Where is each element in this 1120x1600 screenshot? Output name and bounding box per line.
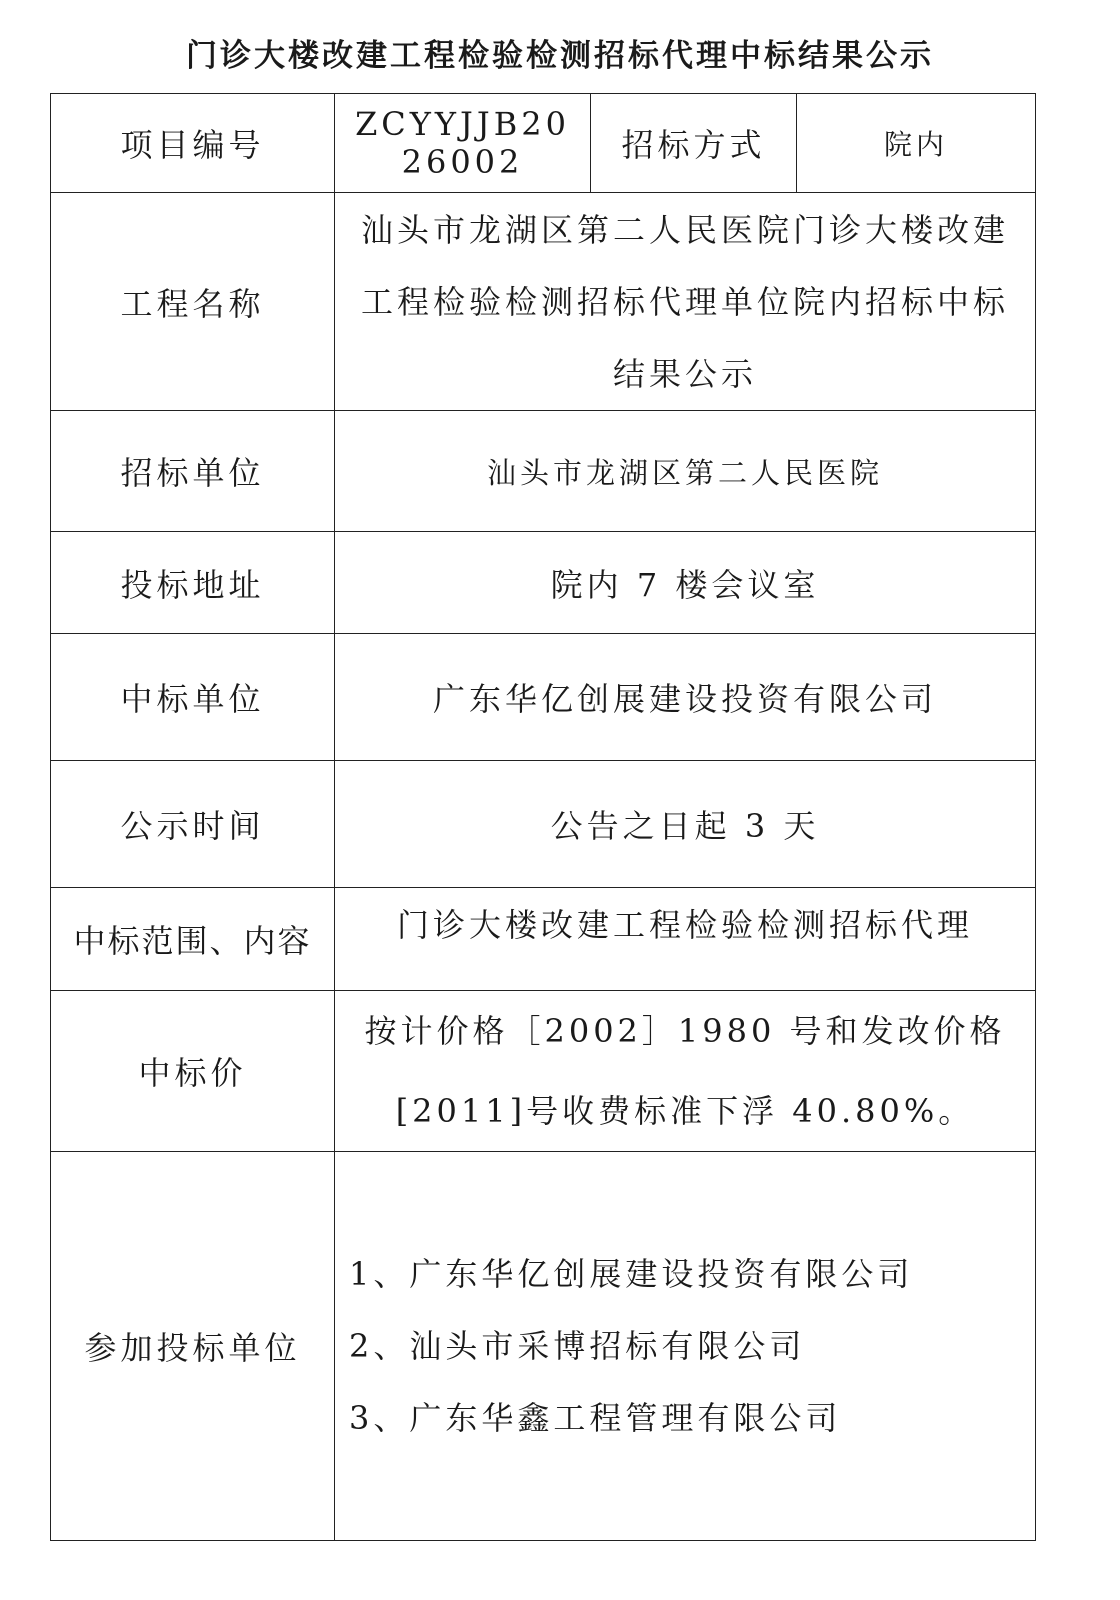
row-price xyxy=(51,991,1036,1152)
value-publicity-time: 公告之日起 3 天 xyxy=(335,761,1036,888)
row-project-name xyxy=(51,193,1036,411)
value-project-name: 汕头市龙湖区第二人民医院门诊大楼改建工程检验检测招标代理单位院内招标中标结果公示 xyxy=(335,193,1036,411)
value-tender-method: 院内 xyxy=(797,94,1036,193)
result-table xyxy=(50,93,1036,1541)
label-tender-unit: 招标单位 xyxy=(51,411,335,532)
value-project-no: ZCYYJJB2026002 xyxy=(335,94,591,193)
list-item: 1、广东华亿创展建设投资有限公司 xyxy=(349,1255,914,1293)
value-price: 按计价格［2002］1980 号和发改价格[2011]号收费标准下浮 40.80%。 xyxy=(335,991,1036,1152)
value-scope: 门诊大楼改建工程检验检测招标代理 xyxy=(335,888,1036,991)
label-bid-address: 投标地址 xyxy=(51,532,335,634)
bidder-list xyxy=(345,1238,1025,1454)
label-winning-unit: 中标单位 xyxy=(51,634,335,761)
list-item: 2、汕头市采博招标有限公司 xyxy=(349,1327,806,1365)
row-winning-unit xyxy=(51,634,1036,761)
row-scope xyxy=(51,888,1036,991)
row-tender-unit xyxy=(51,411,1036,532)
row-bidders xyxy=(51,1152,1036,1541)
row-publicity-time xyxy=(51,761,1036,888)
label-price: 中标价 xyxy=(51,991,335,1152)
list-item: 3、广东华鑫工程管理有限公司 xyxy=(349,1399,842,1437)
document-title: 门诊大楼改建工程检验检测招标代理中标结果公示 xyxy=(186,38,934,74)
label-publicity-time: 公示时间 xyxy=(51,761,335,888)
label-bidders: 参加投标单位 xyxy=(51,1152,335,1541)
value-winning-unit: 广东华亿创展建设投资有限公司 xyxy=(335,634,1036,761)
row-bid-address xyxy=(51,532,1036,634)
value-tender-unit: 汕头市龙湖区第二人民医院 xyxy=(335,411,1036,532)
label-scope: 中标范围、内容 xyxy=(51,888,335,991)
label-tender-method: 招标方式 xyxy=(591,94,797,193)
label-project-no: 项目编号 xyxy=(51,94,335,193)
value-bidders xyxy=(335,1152,1036,1541)
label-project-name: 工程名称 xyxy=(51,193,335,411)
value-bid-address: 院内 7 楼会议室 xyxy=(335,532,1036,634)
row-project-no xyxy=(51,94,1036,193)
